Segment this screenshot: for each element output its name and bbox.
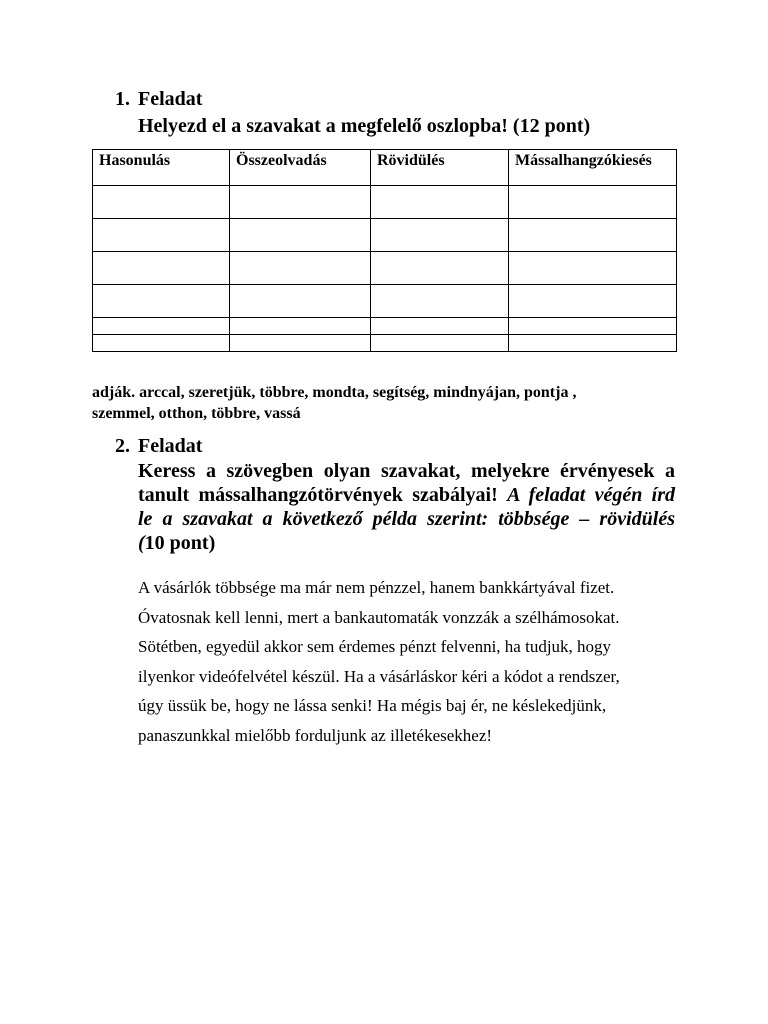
instruction-line: (10 pont) [138, 532, 216, 554]
table-row [93, 252, 677, 285]
table-cell[interactable] [230, 252, 371, 285]
table-cell[interactable] [371, 285, 509, 318]
table-cell[interactable] [509, 219, 677, 252]
table-cell[interactable] [230, 285, 371, 318]
table-header-row [93, 150, 677, 186]
column-header-rovidules: Rövidülés [371, 150, 509, 186]
task1-instruction: Helyezd el a szavakat a megfelelő oszlopba! (12 pont) [138, 115, 591, 137]
table-cell[interactable] [371, 318, 509, 335]
task2-number: 2. [115, 435, 130, 457]
instruction-line: tanult mássalhangzótörvények szabályai! A feladat végén írd [138, 484, 676, 506]
table-row [93, 186, 677, 219]
instruction-line: Keress a szövegben olyan szavakat, melyekre érvényesek a [138, 460, 675, 482]
passage-line: Óvatosnak kell lenni, mert a bankautomaták vonzzák a szélhámosokat. [138, 607, 620, 627]
table-cell[interactable] [509, 335, 677, 352]
table-row [93, 285, 677, 318]
task2-heading [115, 433, 675, 563]
sorting-table [92, 149, 677, 352]
table-cell[interactable] [93, 186, 230, 219]
table-cell[interactable] [509, 318, 677, 335]
passage-line: úgy üssük be, hogy ne lássa senki! Ha mégis baj ér, ne késlekedjünk, [138, 696, 607, 715]
table-cell[interactable] [230, 219, 371, 252]
table-cell[interactable] [230, 318, 371, 335]
passage-line: panaszunkkal mielőbb forduljunk az illetékesekhez! [138, 725, 493, 745]
table-cell[interactable] [371, 252, 509, 285]
table-cell[interactable] [371, 335, 509, 352]
table-row [93, 219, 677, 252]
table-cell[interactable] [93, 285, 230, 318]
table-cell[interactable] [371, 186, 509, 219]
passage-line: ilyenkor videófelvétel készül. Ha a vásárláskor kéri a kódot a rendszer, [138, 666, 620, 686]
task1-heading [115, 86, 675, 146]
task2-instruction [138, 459, 675, 555]
column-header-massalhangzokieses: Mássalhangzókiesés [509, 150, 677, 186]
word-list [92, 382, 692, 424]
table-cell[interactable] [93, 219, 230, 252]
table-cell[interactable] [509, 186, 677, 219]
table-cell[interactable] [371, 219, 509, 252]
table-cell[interactable] [93, 335, 230, 352]
word-list-line: adják. arccal, szeretjük, többre, mondta, segítség, mindnyájan, pontja , [92, 384, 577, 401]
word-list-line: szemmel, otthon, többre, vassá [92, 405, 301, 422]
passage-line: A vásárlók többsége ma már nem pénzzel, hanem bankkártyával fizet. [138, 578, 615, 597]
task1-number: 1. [115, 88, 130, 110]
task2-title: Feladat [138, 435, 203, 457]
reading-passage [138, 573, 698, 750]
table-cell[interactable] [509, 252, 677, 285]
table-row [93, 335, 677, 352]
table-cell[interactable] [93, 318, 230, 335]
table-cell[interactable] [230, 186, 371, 219]
table-cell[interactable] [93, 252, 230, 285]
task1-title: Feladat [138, 88, 203, 110]
table-cell[interactable] [509, 285, 677, 318]
table-cell[interactable] [230, 335, 371, 352]
table-row [93, 318, 677, 335]
column-header-hasonulas: Hasonulás [93, 150, 230, 186]
passage-line: Sötétben, egyedül akkor sem érdemes pénzt felvenni, ha tudjuk, hogy [138, 637, 612, 656]
instruction-line: le a szavakat a következő példa szerint: többsége – rövidülés [138, 508, 675, 530]
column-header-osszeolvadas: Összeolvadás [230, 150, 371, 186]
